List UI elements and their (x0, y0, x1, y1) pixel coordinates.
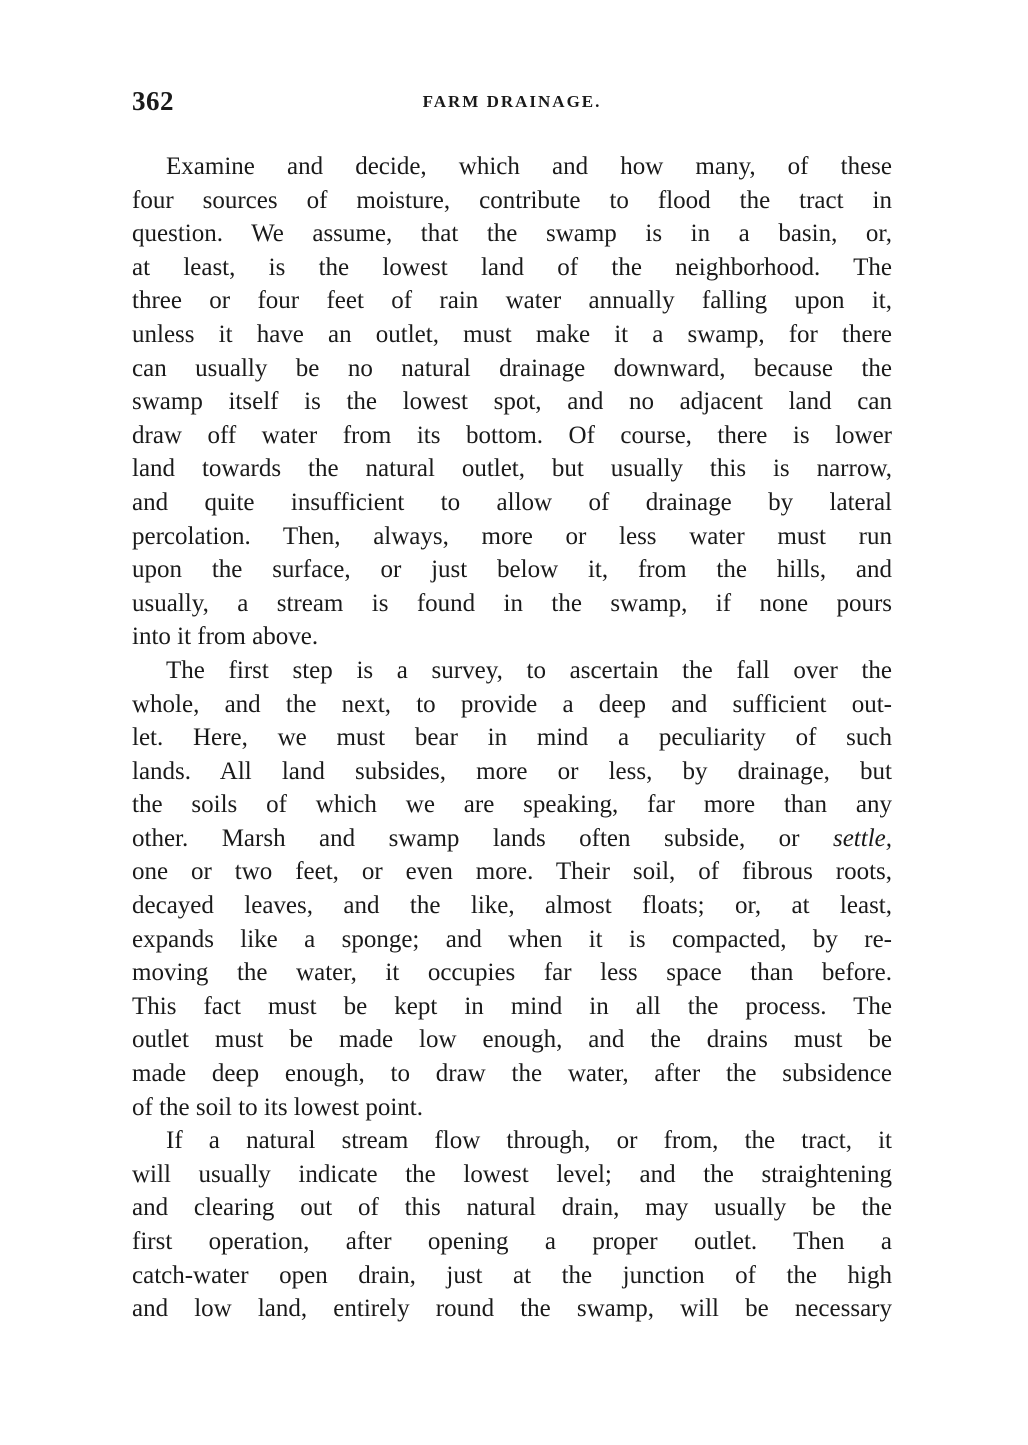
text-line: catch-water open drain, just at the junction of the high (132, 1261, 892, 1289)
text-line: usually, a stream is found in the swamp, if none pours (132, 589, 892, 617)
text-line: This fact must be kept in mind in all the process. The (132, 992, 892, 1020)
text-line: draw off water from its bottom. Of course, there is lower (132, 421, 892, 449)
italic-word: settle, (832, 824, 892, 852)
page-number: 362 (132, 86, 174, 116)
text-line: and low land, entirely round the swamp, will be necessary (132, 1295, 892, 1323)
running-head-title: FARM DRAINAGE. (422, 92, 602, 111)
text-line: upon the surface, or just below it, from the hills, and (132, 556, 892, 584)
paragraph-2 (132, 654, 892, 1124)
text-line: can usually be no natural drainage downward, because the (132, 354, 892, 382)
text-line: whole, and the next, to provide a deep and sufficient out- (132, 690, 892, 718)
text-line: of the soil to its lowest point. (132, 1093, 423, 1121)
paragraph-3 (132, 1124, 892, 1326)
text-line: unless it have an outlet, must make it a swamp, for there (132, 320, 892, 348)
text-line: The first step is a survey, to ascertain the fall over the (166, 656, 892, 684)
text-line-with-italic (132, 822, 892, 856)
text-line: three or four feet of rain water annually falling upon it, (132, 287, 892, 315)
text-line: If a natural stream flow through, or from, the tract, it (166, 1127, 892, 1155)
text-line: percolation. Then, always, more or less water must run (132, 522, 892, 550)
text-line: four sources of moisture, contribute to flood the tract in (132, 186, 892, 214)
text-line: let. Here, we must bear in mind a peculiarity of such (132, 724, 892, 752)
running-head (132, 86, 892, 122)
text-line: expands like a sponge; and when it is compacted, by re- (132, 925, 892, 953)
text-line: swamp itself is the lowest spot, and no adjacent land can (132, 388, 892, 416)
text-line: and quite insufficient to allow of drainage by lateral (132, 488, 892, 516)
text-line: one or two feet, or even more. Their soil, of fibrous roots, (132, 858, 892, 886)
text-line: Examine and decide, which and how many, of these (166, 153, 892, 180)
text-line: made deep enough, to draw the water, after the subsidence (132, 1060, 892, 1088)
paragraph-1 (132, 150, 892, 654)
text-line: and clearing out of this natural drain, may usually be the (132, 1194, 892, 1222)
text-line: first operation, after opening a proper outlet. Then a (132, 1228, 892, 1255)
text-line: land towards the natural outlet, but usually this is narrow, (132, 455, 892, 483)
text-line: outlet must be made low enough, and the drains must be (132, 1026, 892, 1054)
text-line: will usually indicate the lowest level; and the straightening (132, 1160, 892, 1188)
body-text (132, 150, 892, 1326)
text-line: question. We assume, that the swamp is in a basin, or, (132, 220, 892, 248)
text-line: at least, is the lowest land of the neighborhood. The (132, 253, 892, 281)
text-line: moving the water, it occupies far less space than before. (132, 959, 892, 987)
text-line: the soils of which we are speaking, far more than any (132, 791, 892, 819)
text-line: into it from above. (132, 623, 319, 651)
text-run: other. Marsh and swamp lands often subside, or (132, 824, 800, 852)
text-line: decayed leaves, and the like, almost floats; or, at least, (132, 892, 892, 920)
text-line: lands. All land subsides, more or less, by drainage, but (132, 757, 892, 785)
